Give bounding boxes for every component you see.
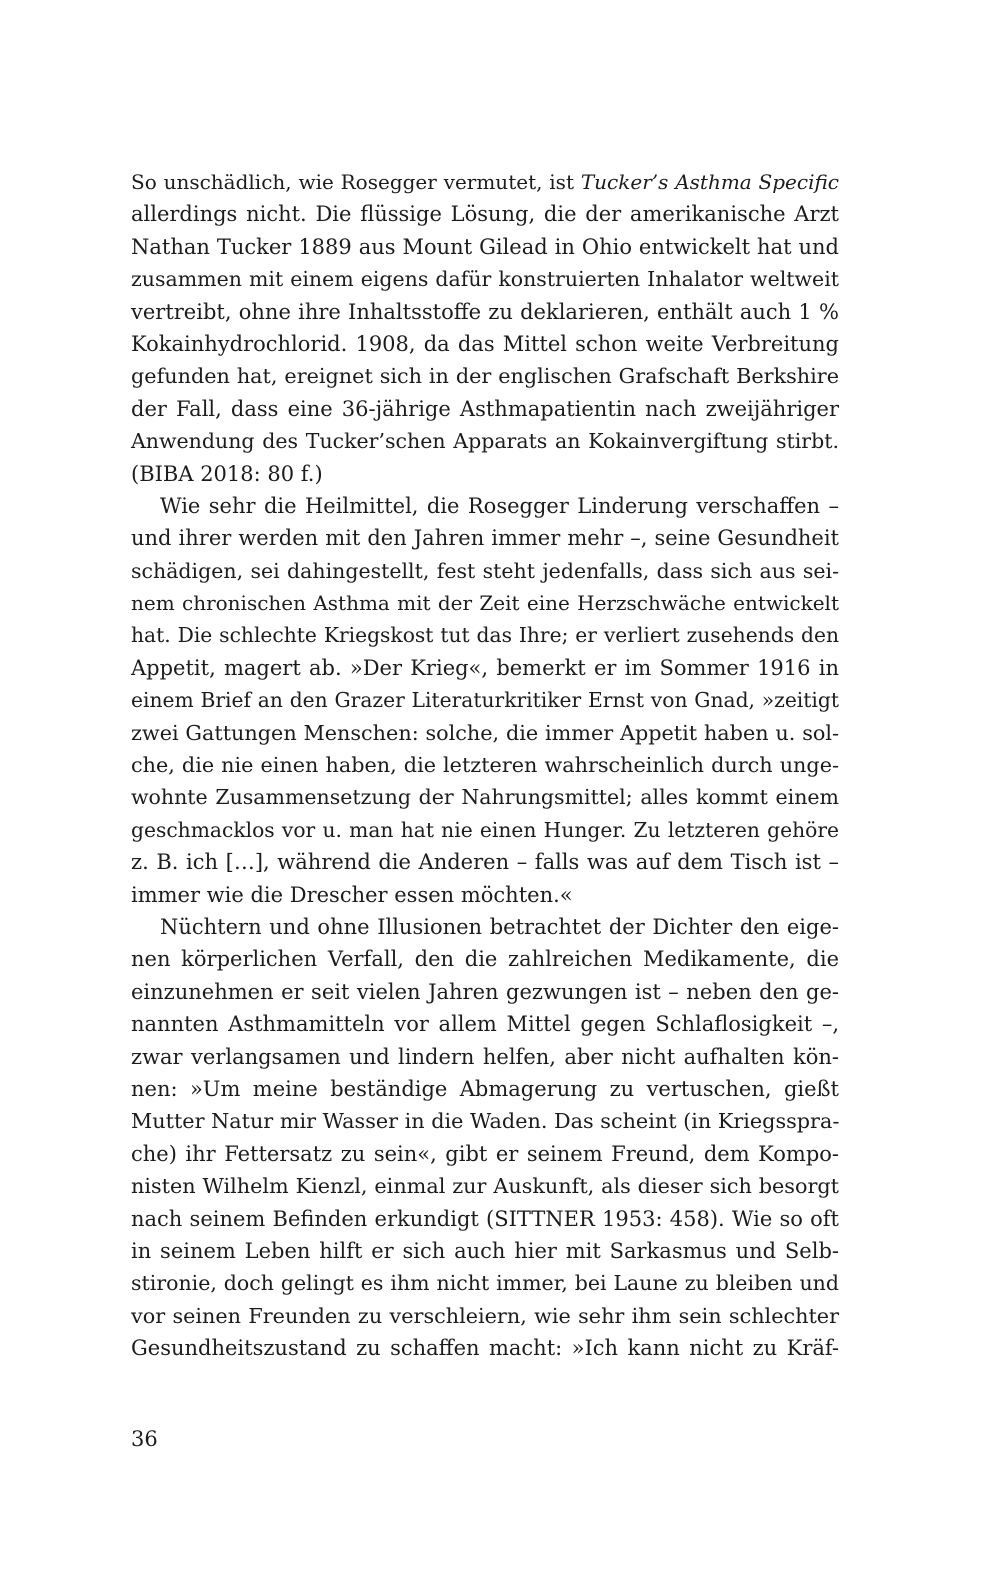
text-line: immer wie die Drescher essen möchten.« xyxy=(131,882,573,907)
text-line: vertreibt, ohne ihre Inhaltsstoffe zu deklarieren, enthält auch 1 % xyxy=(131,299,839,324)
text-segment: So unschädlich, wie Rosegger vermutet, ist xyxy=(131,170,581,194)
text-line: gefunden hat, ereignet sich in der englischen Grafschaft Berkshire xyxy=(131,364,839,389)
page-number: 36 xyxy=(131,1427,158,1451)
text-line xyxy=(131,166,839,198)
text-line: Nathan Tucker 1889 aus Mount Gilead in Ohio entwickelt hat und xyxy=(131,234,839,259)
text-line: hat. Die schlechte Kriegskost tut das Ihre; er verliert zusehends den xyxy=(131,623,839,648)
text-line: Nüchtern und ohne Illusionen betrachtet der Dichter den eige- xyxy=(160,914,839,939)
text-line: Mutter Natur mir Wasser in die Waden. Das scheint (in Kriegsspra- xyxy=(131,1109,840,1134)
text-line: einem Brief an den Grazer Literaturkritiker Ernst von Gnad, »zeitigt xyxy=(131,688,839,713)
text-line: Gesundheitszustand zu schaffen macht: »Ich kann nicht zu Kräf- xyxy=(131,1336,839,1361)
text-line: und ihrer werden mit den Jahren immer mehr –, seine Gesundheit xyxy=(131,526,839,551)
text-line: z. B. ich […], während die Anderen – falls was auf dem Tisch ist – xyxy=(131,850,839,875)
text-line: nannten Asthmamitteln vor allem Mittel gegen Schlaflosigkeit –, xyxy=(131,1012,839,1037)
text-line: geschmacklos vor u. man hat nie einen Hunger. Zu letzteren gehöre xyxy=(131,817,839,842)
text-line: zusammen mit einem eigens dafür konstruierten Inhalator weltweit xyxy=(131,267,839,292)
text-line: (BIBA 2018: 80 f.) xyxy=(131,461,323,486)
text-line: zwei Gattungen Menschen: solche, die immer Appetit haben u. sol- xyxy=(131,720,839,745)
text-line: nen: »Um meine beständige Abmagerung zu vertuschen, gießt xyxy=(131,1076,839,1101)
text-line: schädigen, sei dahingestellt, fest steht jedenfalls, dass sich aus sei- xyxy=(131,558,839,583)
text-line: der Fall, dass eine 36-jährige Asthmapatientin nach zweijähriger xyxy=(131,396,839,421)
text-line: nen körperlichen Verfall, den die zahlreichen Medikamente, die xyxy=(131,947,839,972)
italic-title: Tucker’s Asthma Specific xyxy=(580,170,840,194)
text-line: wohnte Zusammensetzung der Nahrungsmittel; alles kommt einem xyxy=(131,785,839,810)
body-text xyxy=(131,166,839,1364)
text-line: che, die nie einen haben, die letzteren wahrscheinlich durch unge- xyxy=(131,753,839,778)
text-line: Appetit, magert ab. »Der Krieg«, bemerkt er im Sommer 1916 in xyxy=(131,655,839,680)
text-line: nach seinem Befinden erkundigt (SITTNER 1953: 458). Wie so oft xyxy=(131,1206,839,1231)
text-line: Wie sehr die Heilmittel, die Rosegger Linderung verschaffen – xyxy=(160,493,839,518)
text-line: zwar verlangsamen und lindern helfen, aber nicht aufhalten kön- xyxy=(131,1044,839,1069)
text-line: nisten Wilhelm Kienzl, einmal zur Auskunft, als dieser sich besorgt xyxy=(131,1174,839,1199)
text-line: Anwendung des Tucker’schen Apparats an Kokainvergiftung stirbt. xyxy=(131,429,839,454)
text-line: nem chronischen Asthma mit der Zeit eine Herzschwäche entwickelt xyxy=(131,591,839,616)
text-line: che) ihr Fettersatz zu sein«, gibt er seinem Freund, dem Kompo- xyxy=(131,1141,839,1166)
text-line: vor seinen Freunden zu verschleiern, wie sehr ihm sein schlechter xyxy=(131,1303,839,1328)
text-line: stironie, doch gelingt es ihm nicht immer, bei Laune zu bleiben und xyxy=(131,1271,839,1296)
text-line: allerdings nicht. Die flüssige Lösung, die der amerikanische Arzt xyxy=(131,202,839,227)
text-line: Kokainhydrochlorid. 1908, da das Mittel schon weite Verbreitung xyxy=(131,331,839,356)
text-line: in seinem Leben hilft er sich auch hier mit Sarkasmus und Selb- xyxy=(131,1238,839,1263)
text-line: einzunehmen er seit vielen Jahren gezwungen ist – neben den ge- xyxy=(131,979,839,1004)
